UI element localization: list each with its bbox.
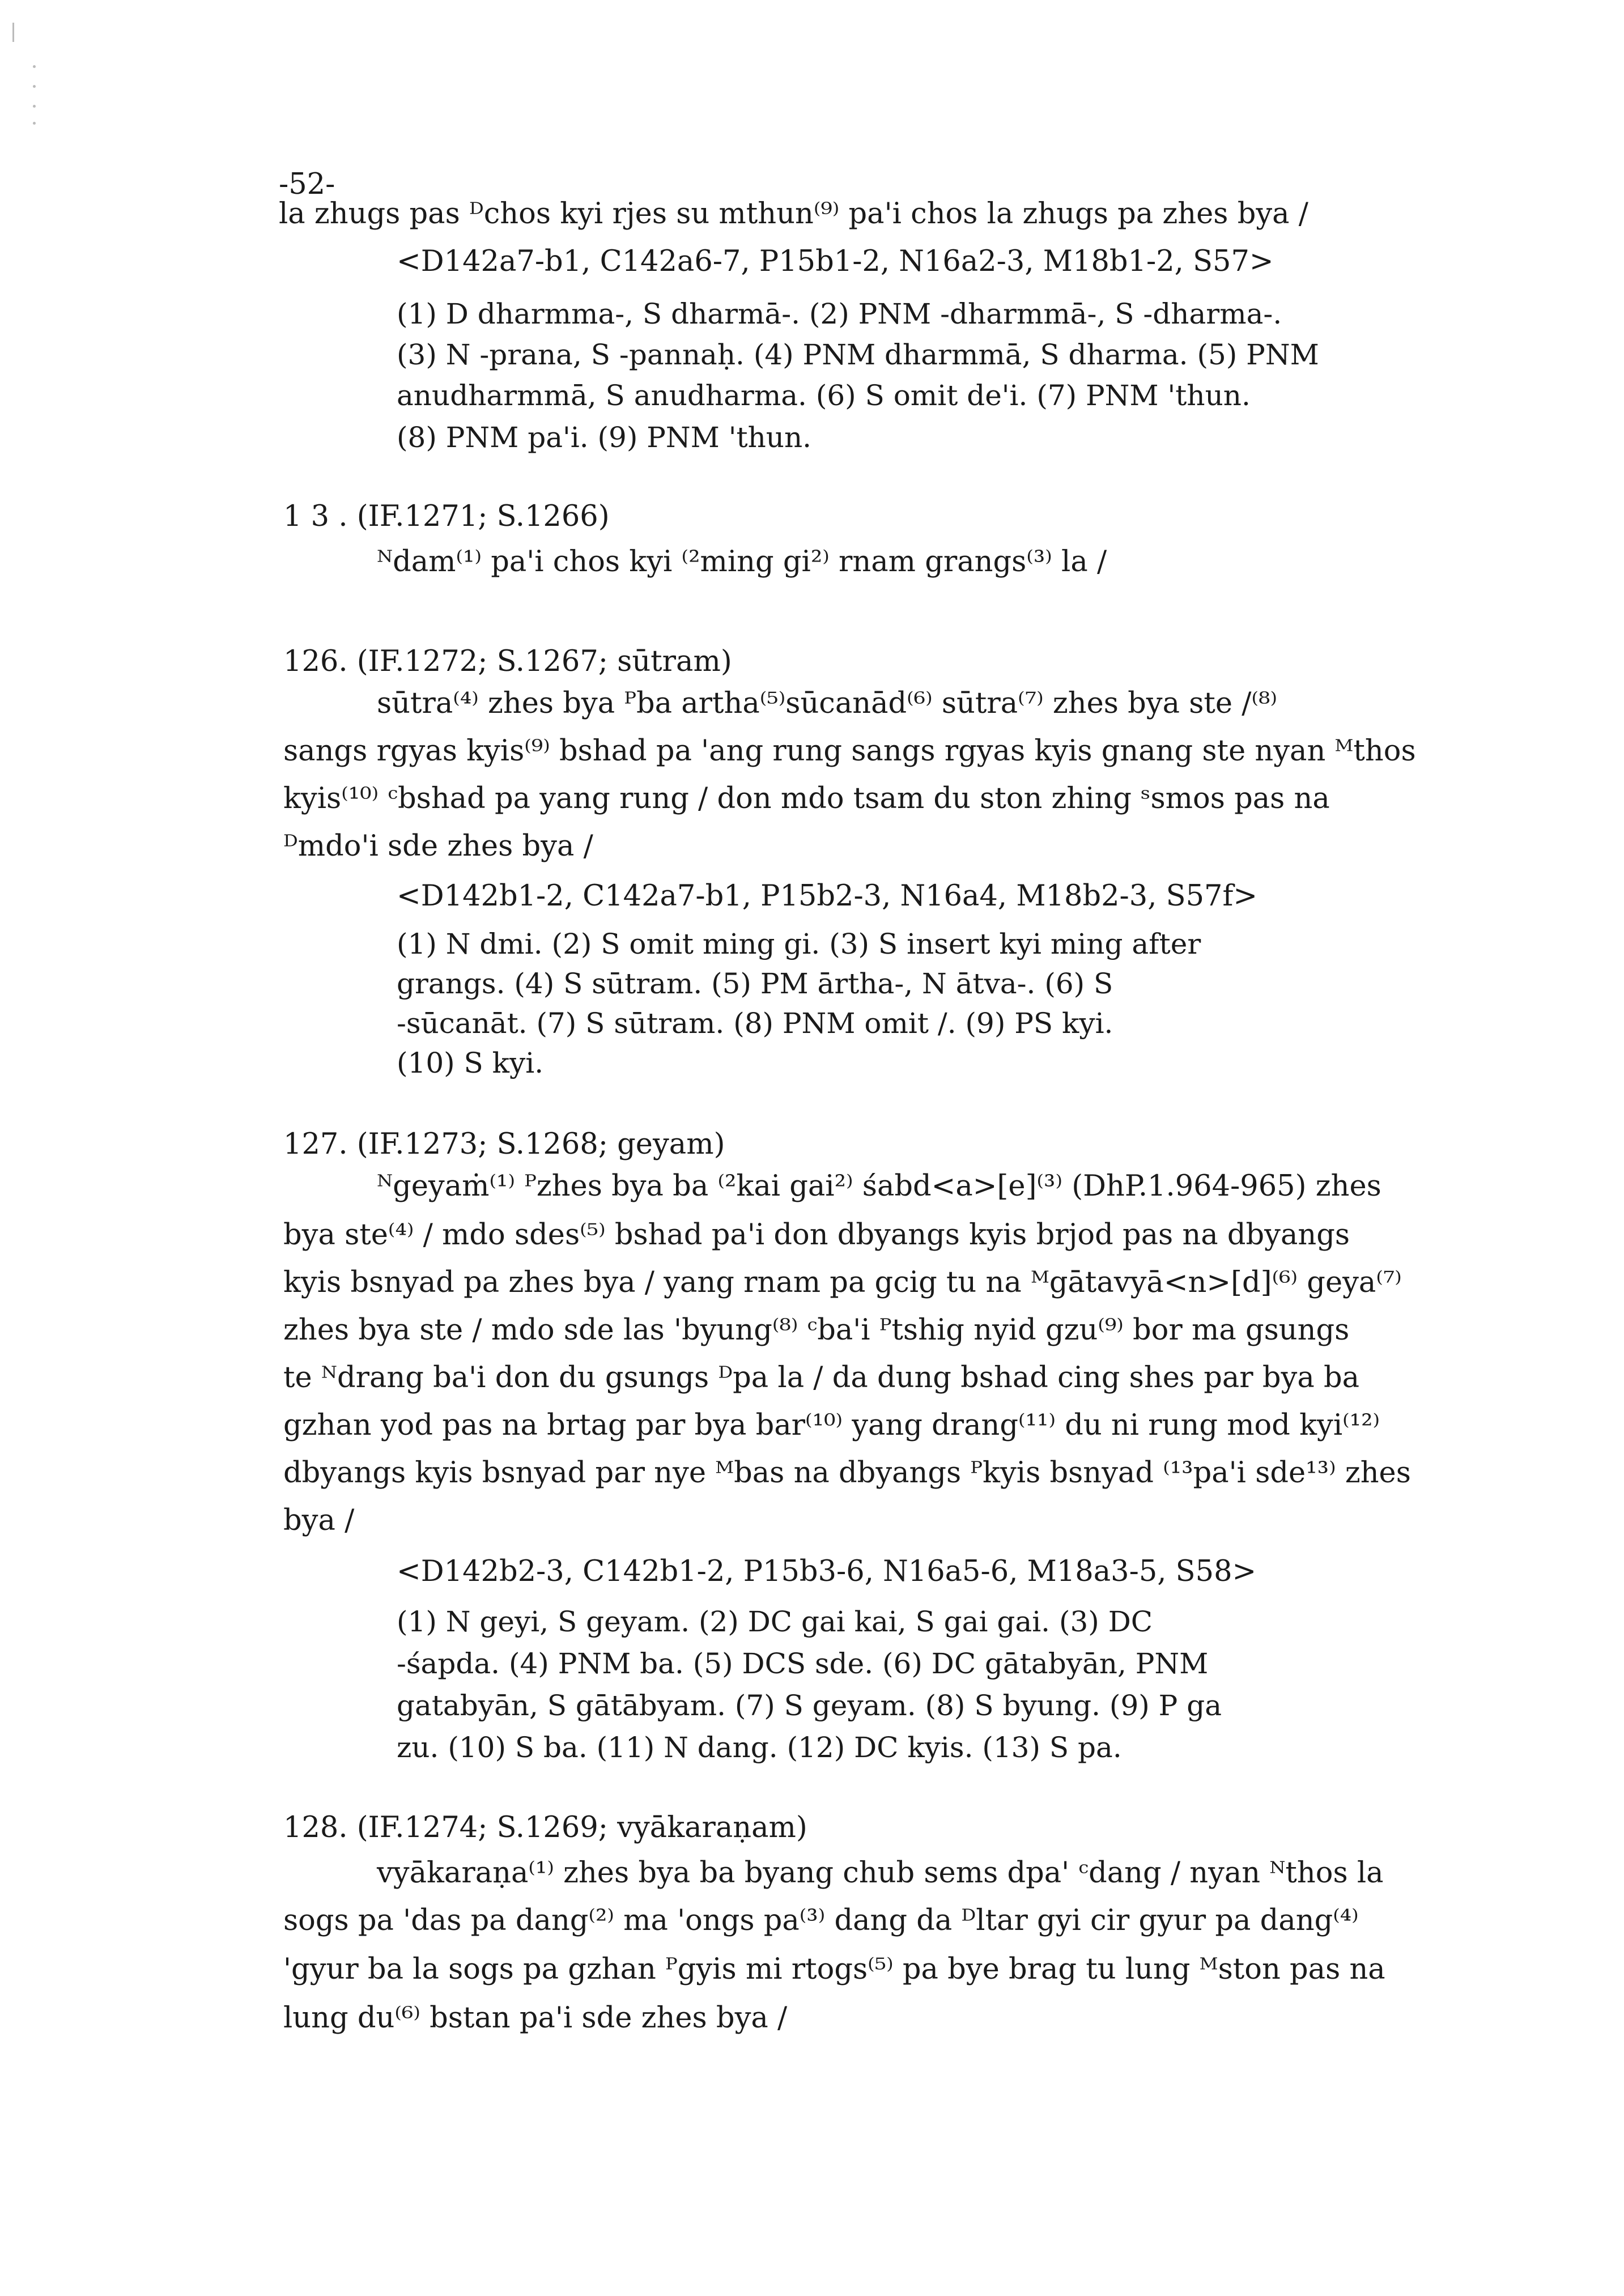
text-line: la zhugs pas ᴰchos kyi rjes su mthun⁽⁹⁾ pa'i chos la zhugs pa zhes bya / [279,197,1308,231]
text-line: gzhan yod pas na brtag par bya bar⁽¹⁰⁾ yang drang⁽¹¹⁾ du ni rung mod kyi⁽¹²⁾ [283,1409,1380,1442]
section-heading: 1 3 . (IF.1271; S.1266) [283,500,610,533]
scan-margin-dot [33,65,36,68]
text-line: bya ste⁽⁴⁾ / mdo sdes⁽⁵⁾ bshad pa'i don dbyangs kyis brjod pas na dbyangs [283,1218,1350,1252]
text-line: ᴺgeyaṁ⁽¹⁾ ᴾzhes bya ba ⁽²kai gai²⁾ śabd<a>[e]⁽³⁾ (DhP.1.964-965) zhes [377,1170,1381,1203]
text-line: bya / [283,1504,355,1537]
footnote-line: -śapda. (4) PNM ba. (5) DCS sde. (6) DC gātabyān, PNM [397,1647,1209,1680]
footnote-line: grangs. (4) S sūtram. (5) PM ārtha-, N ātva-. (6) S [397,967,1113,1000]
reference-sigla: <D142b2-3, C142b1-2, P15b3-6, N16a5-6, M18a3-5, S58> [397,1555,1257,1588]
section-heading: 128. (IF.1274; S.1269; vyākaraṇam) [283,1811,807,1844]
page-number: -52- [279,168,335,201]
text-line: kyis bsnyad pa zhes bya / yang rnam pa gcig tu na ᴹgātavyā<n>[d]⁽⁶⁾ geya⁽⁷⁾ [283,1266,1402,1299]
footnote-line: (1) N geyi, S geyam. (2) DC gai kai, S gai gai. (3) DC [397,1605,1153,1638]
text-line: dbyangs kyis bsnyad par nye ᴹbas na dbyangs ᴾkyis bsnyad ⁽¹³pa'i sde¹³⁾ zhes [283,1456,1411,1490]
text-line: sogs pa 'das pa dang⁽²⁾ ma 'ongs pa⁽³⁾ dang da ᴰltar gyi cir gyur pa dang⁽⁴⁾ [283,1904,1359,1937]
reference-sigla: <D142b1-2, C142a7-b1, P15b2-3, N16a4, M18b2-3, S57f> [397,879,1258,913]
scan-margin-dot [33,122,36,125]
text-line: lung du⁽⁶⁾ bstan pa'i sde zhes bya / [283,2001,788,2035]
footnote-line: -sūcanāt. (7) S sūtram. (8) PNM omit /. (9) PS kyi. [397,1007,1113,1040]
text-line: vyākaraṇa⁽¹⁾ zhes bya ba byang chub sems dpa' ᶜdang / nyan ᴺthos la [377,1856,1384,1890]
footnote-line: zu. (10) S ba. (11) N dang. (12) DC kyis. (13) S pa. [397,1731,1122,1764]
scan-margin-mark [12,23,14,42]
scan-margin-dot [33,105,36,108]
footnote-line: (1) D dharmma-, S dharmā-. (2) PNM -dharmmā-, S -dharma-. [397,297,1282,330]
footnote-line: (8) PNM pa'i. (9) PNM 'thun. [397,421,812,454]
text-line: kyis⁽¹⁰⁾ ᶜbshad pa yang rung / don mdo tsam du ston zhing ˢsmos pas na [283,782,1330,815]
footnote-line: anudharmmā, S anudharma. (6) S omit de'i. (7) PNM 'thun. [397,379,1251,412]
text-line: ᴰmdo'i sde zhes bya / [283,830,593,863]
text-line: ᴺdam⁽¹⁾ pa'i chos kyi ⁽²ming gi²⁾ rnam grangs⁽³⁾ la / [377,545,1107,579]
reference-sigla: <D142a7-b1, C142a6-7, P15b1-2, N16a2-3, M18b1-2, S57> [397,245,1274,278]
text-line: sūtra⁽⁴⁾ zhes bya ᴾba artha⁽⁵⁾sūcanād⁽⁶⁾ sūtra⁽⁷⁾ zhes bya ste /⁽⁸⁾ [377,687,1277,720]
footnote-line: (3) N -prana, S -pannaḥ. (4) PNM dharmmā, S dharma. (5) PNM [397,338,1319,371]
section-heading: 126. (IF.1272; S.1267; sūtram) [283,645,732,678]
text-line: 'gyur ba la sogs pa gzhan ᴾgyis mi rtogs⁽⁵⁾ pa bye brag tu lung ᴹston pas na [283,1953,1385,1986]
footnote-line: (10) S kyi. [397,1047,544,1079]
scan-margin-dot [33,85,36,88]
section-heading: 127. (IF.1273; S.1268; geyam) [283,1128,725,1161]
text-line: te ᴺdrang ba'i don du gsungs ᴰpa la / da dung bshad cing shes par bya ba [283,1361,1360,1394]
footnote-line: (1) N dmi. (2) S omit ming gi. (3) S insert kyi ming after [397,928,1201,960]
text-line: sangs rgyas kyis⁽⁹⁾ bshad pa 'ang rung sangs rgyas kyis gnang ste nyan ᴹthos [283,734,1416,768]
footnote-line: gatabyān, S gātābyam. (7) S geyam. (8) S byung. (9) P ga [397,1689,1222,1722]
text-line: zhes bya ste / mdo sde las 'byung⁽⁸⁾ ᶜba'i ᴾtshig nyid gzu⁽⁹⁾ bor ma gsungs [283,1313,1350,1347]
